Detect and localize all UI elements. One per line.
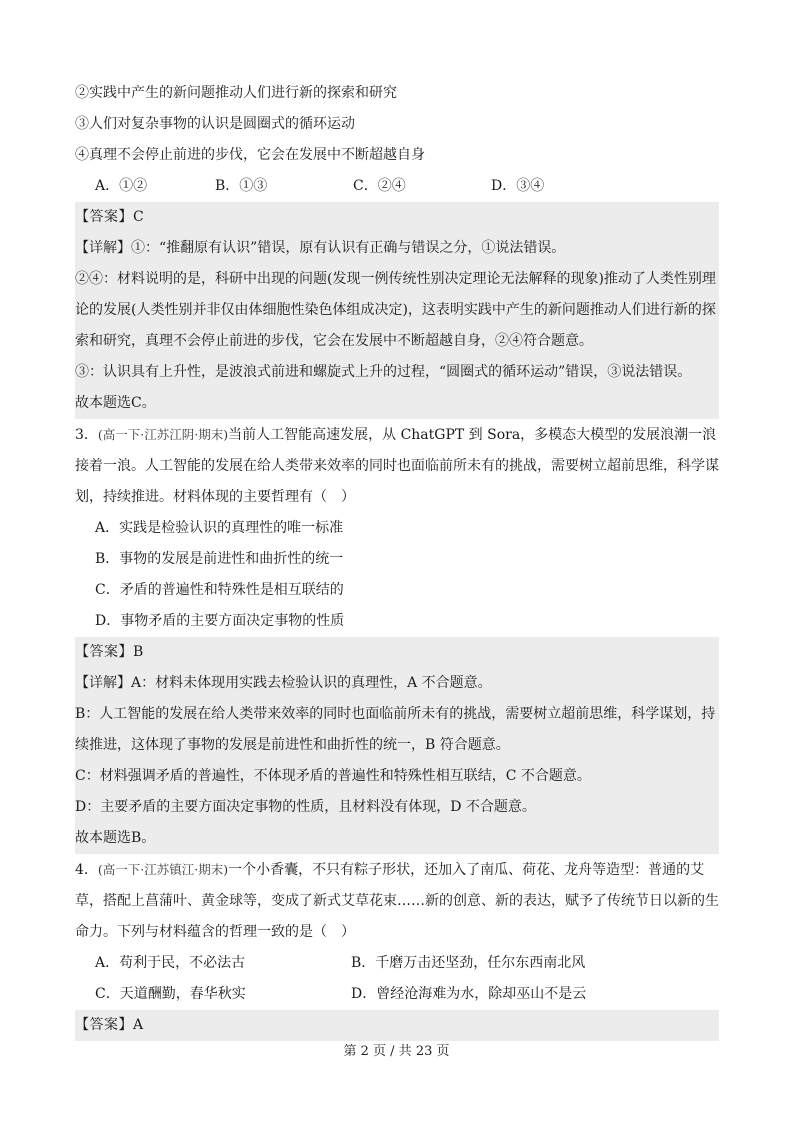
conclusion-line: 故本题选C。 bbox=[75, 395, 156, 411]
option-b: B．事物的发展是前进性和曲折性的统一 bbox=[95, 551, 344, 567]
q3-answer-block bbox=[75, 637, 719, 854]
prev-answer-block bbox=[75, 202, 719, 419]
prev-options bbox=[75, 171, 719, 202]
q4-options-row-1 bbox=[75, 948, 719, 979]
option-c: C．天道酬勤，春华秋实 bbox=[95, 986, 246, 1002]
option-d: D．③④ bbox=[491, 178, 545, 194]
conclusion-line: 故本题选B。 bbox=[75, 830, 156, 846]
option-c: C．矛盾的普遍性和特殊性是相互联结的 bbox=[95, 582, 344, 598]
question-4-stem bbox=[75, 854, 719, 948]
question-number: 4． bbox=[75, 862, 98, 878]
option-a: A．实践是检验认识的真理性的唯一标准 bbox=[95, 520, 344, 536]
option-c: C．②④ bbox=[353, 178, 406, 194]
page-footer: 第 2 页 / 共 23 页 bbox=[343, 1044, 450, 1059]
option-b: B．千磨万击还坚劲，任尔东西南北风 bbox=[351, 955, 586, 971]
question-text: 一个小香囊，不只有粽子形状，还加入了南瓜、荷花、龙舟等造型：普通的艾草，搭配上菖蒲叶、黄金球等，变成了新式艾草花束……新的创意、新的表达，赋予了传统节日以新的生命力。下列与材料蕴含的哲理一致的是（ ） bbox=[75, 862, 719, 940]
option-b: B．①③ bbox=[215, 178, 268, 194]
option-a: A．苟利于民，不必法古 bbox=[95, 955, 246, 971]
q4-options-row-2 bbox=[75, 979, 719, 1010]
document-page bbox=[75, 78, 719, 1041]
q4-answer-block bbox=[75, 1010, 719, 1041]
option-d: D．事物矛盾的主要方面决定事物的性质 bbox=[95, 613, 345, 629]
statement-2: ②实践中产生的新问题推动人们进行新的探索和研究 bbox=[75, 85, 397, 101]
explanation-line: D：主要矛盾的主要方面决定事物的性质，且材料没有体现，D 不合题意。 bbox=[75, 799, 536, 815]
question-text: 当前人工智能高速发展，从 ChatGPT 到 Sora，多模态大模型的发展浪潮一浪接着一浪。人工智能的发展在给人类带来效率的同时也面临前所未有的挑战，需要树立超前思维，科学谋划，持续推进。材料体现的主要哲理有（ ） bbox=[75, 427, 719, 505]
explanation-line: 【详解】①：“推翻原有认识”错误，原有认识有正确与错误之分，①说法错误。 bbox=[75, 240, 566, 256]
explanation-line: ③：认识具有上升性，是波浪式前进和螺旋式上升的过程，“圆圈式的循环运动”错误，③说法错误。 bbox=[75, 364, 692, 380]
answer-label: 【答案】A bbox=[75, 1017, 144, 1033]
question-number: 3． bbox=[75, 427, 98, 443]
explanation-line: ②④：材料说明的是，科研中出现的问题(发现一例传统性别决定理论无法解释的现象)推动了人类性别理论的发展(人类性别并非仅由体细胞性染色体组成决定)，这表明实践中产生的新问题推动人们进行新的探索和研究，真理不会停止前进的步伐，它会在发展中不断超越自身，②④符合题意。 bbox=[75, 271, 716, 349]
option-a: A．①② bbox=[95, 178, 148, 194]
question-source: (高一下·江苏江阴·期末) bbox=[97, 427, 229, 442]
statement-3: ③人们对复杂事物的认识是圆圈式的循环运动 bbox=[75, 116, 355, 132]
explanation-line: 【详解】A：材料未体现用实践去检验认识的真理性，A 不合题意。 bbox=[75, 675, 492, 691]
option-d: D．曾经沧海难为水，除却巫山不是云 bbox=[351, 986, 587, 1002]
answer-label: 【答案】C bbox=[75, 209, 145, 225]
answer-label: 【答案】B bbox=[75, 644, 144, 660]
question-3-stem bbox=[75, 419, 719, 513]
explanation-line: B：人工智能的发展在给人类带来效率的同时也面临前所未有的挑战，需要树立超前思维，科学谋划，持续推进，这体现了事物的发展是前进性和曲折性的统一，B 符合题意。 bbox=[75, 706, 716, 753]
question-source: (高一下·江苏镇江·期末) bbox=[97, 862, 229, 877]
statement-4: ④真理不会停止前进的步伐，它会在发展中不断超越自身 bbox=[75, 147, 425, 163]
explanation-line: C：材料强调矛盾的普遍性，不体现矛盾的普遍性和特殊性相互联结，C 不合题意。 bbox=[75, 768, 591, 784]
